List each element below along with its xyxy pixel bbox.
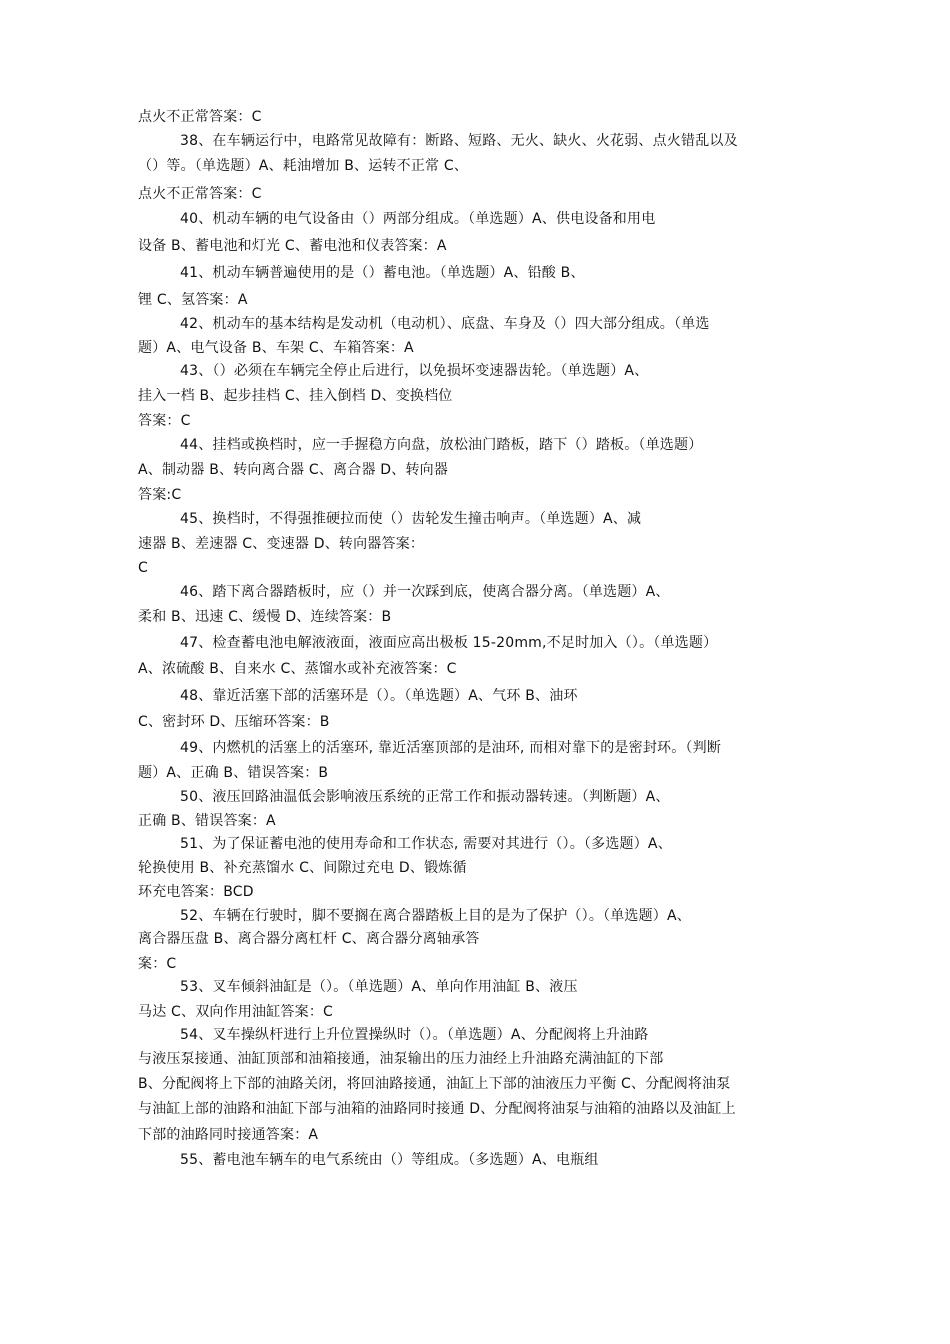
text-line: 案：C	[138, 956, 177, 972]
question-38: 38、在车辆运行中，电路常见故障有：断路、短路、无火、缺火、火花弱、点火错乱以及	[180, 133, 738, 149]
question-50: 50、液压回路油温低会影响液压系统的正常工作和振动器转速。（判断题）A、	[180, 789, 670, 805]
question-49: 49、内燃机的活塞上的活塞环, 靠近活塞顶部的是油环, 而相对靠下的是密封环。（判断	[180, 740, 722, 756]
text-line: 环充电答案：BCD	[138, 884, 254, 900]
text-line: （）等。（单选题）A、耗油增加 B、运转不正常 C、	[138, 158, 469, 174]
text-line: 点火不正常答案：C	[138, 109, 262, 125]
text-line: 点火不正常答案：C	[138, 186, 262, 202]
question-47: 47、检查蓄电池电解液液面，液面应高出极板 15-20mm,不足时加入（）。（单选题）	[180, 635, 718, 651]
text-line: A、制动器 B、转向离合器 C、离合器 D、转向器	[138, 462, 449, 478]
text-line: 马达 C、双向作用油缸答案：C	[138, 1004, 334, 1020]
text-line: 与油缸上部的油路和油缸下部与油箱的油路同时接通 D、分配阀将油泵与油箱的油路以及油缸上	[138, 1101, 736, 1117]
text-line: A、浓硫酸 B、自来水 C、蒸馏水或补充液答案：C	[138, 661, 457, 677]
question-43: 43、（）必须在车辆完全停止后进行，以免损坏变速器齿轮。（单选题）A、	[180, 363, 649, 379]
text-line: 题）A、正确 B、错误答案：B	[138, 765, 329, 781]
text-line: 题）A、电气设备 B、车架 C、车箱答案：A	[138, 340, 414, 356]
text-line: 速器 B、差速器 C、变速器 D、转向器答案：	[138, 536, 425, 552]
text-line: 正确 B、错误答案：A	[138, 813, 276, 829]
text-line: 轮换使用 B、补充蒸馏水 C、间隙过充电 D、锻炼循	[138, 860, 467, 876]
question-54: 54、叉车操纵杆进行上升位置操纵时（）。（单选题）A、分配阀将上升油路	[180, 1027, 649, 1043]
question-40: 40、机动车辆的电气设备由（）两部分组成。（单选题）A、供电设备和用电	[180, 211, 656, 227]
text-line: 下部的油路同时接通答案：A	[138, 1127, 319, 1143]
question-55: 55、蓄电池车辆车的电气系统由（）等组成。（多选题）A、电瓶组	[180, 1152, 599, 1168]
question-44: 44、挂档或换档时，应一手握稳方向盘，放松油门踏板，踏下（）踏板。（单选题）	[180, 437, 703, 453]
question-45: 45、换档时，不得强推硬拉而使（）齿轮发生撞击响声。（单选题）A、减	[180, 511, 642, 527]
text-line: 答案：C	[138, 413, 191, 429]
question-53: 53、叉车倾斜油缸是（）。（单选题）A、单向作用油缸 B、液压	[180, 979, 578, 995]
question-48: 48、靠近活塞下部的活塞环是（）。（单选题）A、气环 B、油环	[180, 688, 578, 704]
text-line: 挂入一档 B、起步挂档 C、挂入倒档 D、变换档位	[138, 388, 453, 404]
text-line: C、密封环 D、压缩环答案：B	[138, 714, 330, 730]
text-line: 与液压泵接通、油缸顶部和油箱接通，油泵输出的压力油经上升油路充满油缸的下部	[138, 1051, 664, 1067]
text-line: 设备 B、蓄电池和灯光 C、蓄电池和仪表答案：A	[138, 238, 447, 254]
text-line: B、分配阀将上下部的油路关闭，将回油路接通，油缸上下部的油液压力平衡 C、分配阀将油泵	[138, 1076, 731, 1092]
question-42: 42、机动车的基本结构是发动机（电动机）、底盘、车身及（）四大部分组成。（单选	[180, 316, 710, 332]
question-46: 46、踏下离合器踏板时，应（）并一次踩到底，使离合器分离。（单选题）A、	[180, 584, 670, 600]
question-41: 41、机动车辆普遍使用的是（）蓄电池。（单选题）A、铅酸 B、	[180, 265, 585, 281]
text-line: C	[138, 560, 148, 576]
text-line: 离合器压盘 B、离合器分离杠杆 C、离合器分离轴承答	[138, 931, 480, 947]
question-51: 51、为了保证蓄电池的使用寿命和工作状态, 需要对其进行（）。（多选题）A、	[180, 836, 672, 852]
text-line: 答案:C	[138, 487, 182, 503]
text-line: 锂 C、氢答案：A	[138, 292, 248, 308]
text-line: 柔和 B、迅速 C、缓慢 D、连续答案：B	[138, 609, 392, 625]
question-52: 52、车辆在行驶时，脚不要搁在离合器踏板上目的是为了保护（）。（单选题）A、	[180, 908, 691, 924]
